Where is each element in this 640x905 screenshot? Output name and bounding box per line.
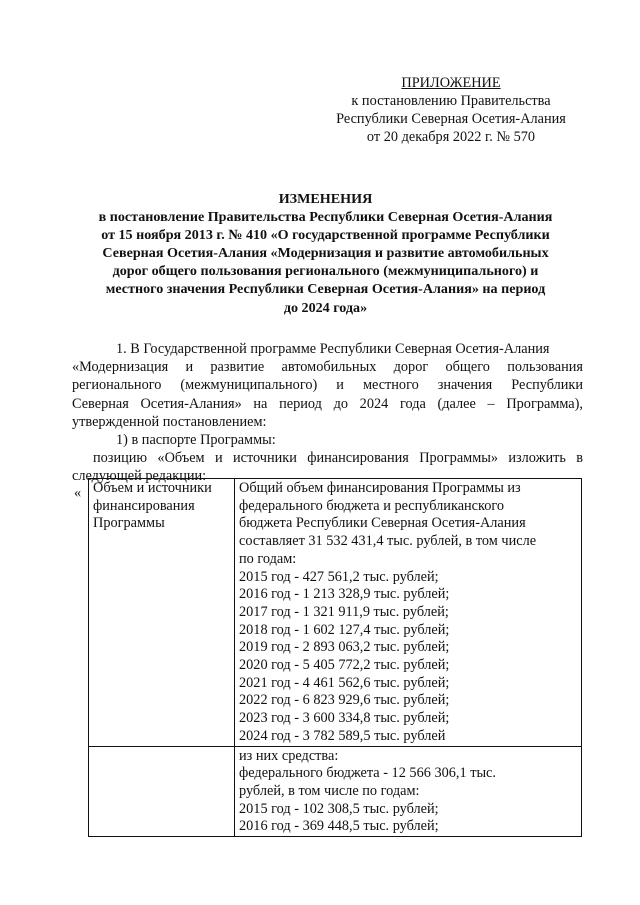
cell-line: 2020 год - 5 405 772,2 тыс. рублей; (239, 657, 450, 674)
cell-line: рублей, в том числе по годам: (239, 782, 420, 799)
paragraph-line: 1. В Государственной программе Республики Северная Осетия-Алания (116, 341, 550, 357)
cell-line: финансирования (93, 497, 195, 514)
appendix-block (320, 74, 582, 146)
cell-line: составляет 31 532 431,4 тыс. рублей, в том числе (239, 533, 537, 550)
cell-line: 2015 год - 102 308,5 тыс. рублей; (239, 800, 439, 817)
funding-table (88, 478, 582, 837)
appendix-line: Республики Северная Осетия-Алания (336, 111, 566, 127)
cell-line: 2016 год - 369 448,5 тыс. рублей; (239, 818, 439, 835)
table-cell-label-empty (89, 746, 235, 837)
item-1: 1) в паспорте Программы: (116, 432, 276, 448)
cell-line: 2021 год - 4 461 562,6 тыс. рублей; (239, 674, 450, 691)
cell-line: 2017 год - 1 321 911,9 тыс. рублей; (239, 603, 449, 620)
appendix-line: от 20 декабря 2022 г. № 570 (366, 129, 536, 145)
paragraph-line: утвержденной постановлением: (72, 413, 267, 430)
cell-line: из них средства: (239, 747, 339, 764)
cell-line: Общий объем финансирования Программы из (239, 480, 521, 496)
cell-line: Программы (93, 515, 165, 532)
paragraph-line: позицию «Объем и источники финансирования Программы» изложить в (93, 450, 583, 466)
table-row (89, 479, 582, 747)
cell-line: федерального бюджета - 12 566 306,1 тыс. (239, 765, 496, 782)
cell-line: по годам: (239, 550, 297, 567)
title-line: дорог общего пользования регионального (межмуниципального) и (112, 263, 539, 280)
cell-line: 2019 год - 2 893 063,2 тыс. рублей; (239, 639, 450, 656)
table-cell-federal (235, 746, 582, 837)
cell-line: 2018 год - 1 602 127,4 тыс. рублей; (239, 621, 450, 638)
paragraph-line: следующей редакции: (72, 468, 207, 485)
document-title (72, 190, 579, 317)
cell-line: бюджета Республики Северная Осетия-Алания (239, 515, 526, 532)
cell-line: 2024 год - 3 782 589,5 тыс. рублей (239, 727, 446, 744)
cell-line: 2022 год - 6 823 929,6 тыс. рублей; (239, 692, 450, 709)
cell-line: Объем и источники (93, 480, 212, 496)
table-cell-total (235, 479, 582, 747)
paragraph-line: Северная Осетия-Алания» на период до 2024 года (далее – Программа), (72, 395, 583, 412)
title-line: в постановление Правительства Республики Северная Осетия-Алания (98, 209, 553, 226)
paragraph-line: «Модернизация и развитие автомобильных дорог общего пользования (72, 359, 583, 376)
title-heading: ИЗМЕНЕНИЯ (278, 191, 373, 207)
cell-line: 2023 год - 3 600 334,8 тыс. рублей; (239, 710, 450, 727)
table-row (89, 746, 582, 837)
opening-quote: « (74, 485, 82, 501)
cell-line: 2016 год - 1 213 328,9 тыс. рублей; (239, 586, 450, 603)
title-line: от 15 ноября 2013 г. № 410 «О государственной программе Республики (101, 227, 550, 244)
cell-line: 2015 год - 427 561,2 тыс. рублей; (239, 568, 439, 585)
cell-line: федерального бюджета и республиканского (239, 497, 505, 514)
title-line: Северная Осетия-Алания «Модернизация и развитие автомобильных (102, 245, 549, 262)
title-line: местного значения Республики Северная Осетия-Алания» на период (105, 281, 546, 298)
paragraph-line: регионального (межмуниципального) и местного значения Республики (72, 377, 583, 394)
table-cell-label (89, 479, 235, 747)
appendix-heading: ПРИЛОЖЕНИЕ (401, 75, 501, 91)
appendix-line: к постановлению Правительства (351, 93, 551, 109)
title-line: до 2024 года» (283, 299, 368, 316)
paragraph-1 (72, 340, 583, 431)
